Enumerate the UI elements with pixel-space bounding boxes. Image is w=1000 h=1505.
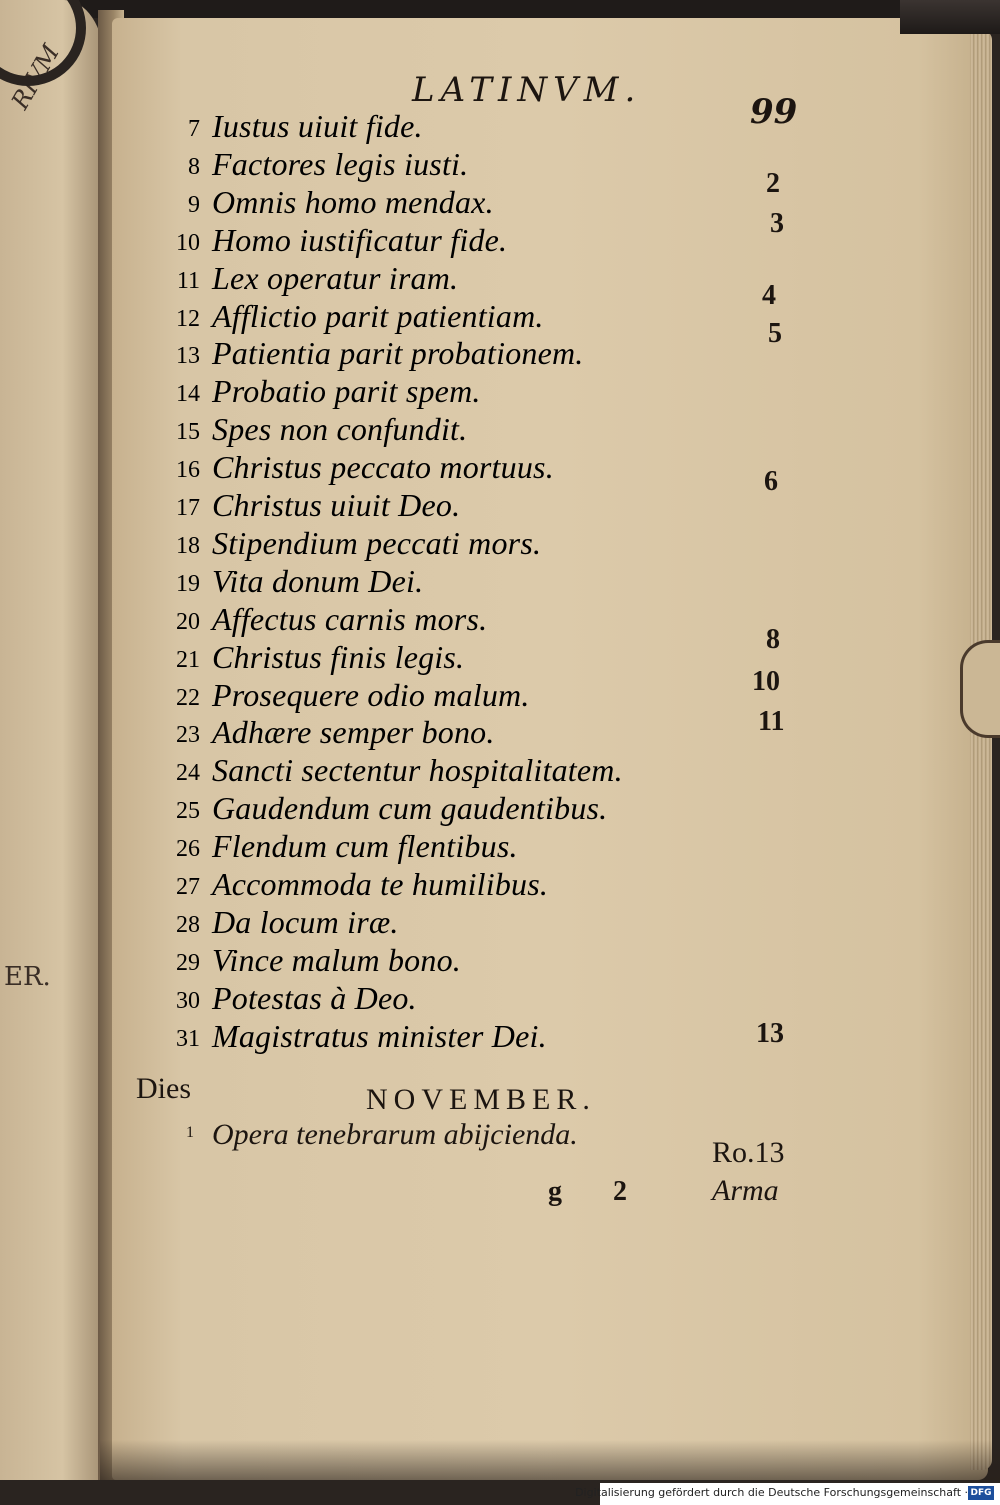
entry-text: Christus peccato mortuus. bbox=[212, 449, 554, 486]
entry-row bbox=[0, 298, 1000, 338]
entry-row bbox=[0, 373, 1000, 413]
margin-number: 11 bbox=[758, 706, 785, 737]
entry-row bbox=[0, 714, 1000, 754]
entry-number: 24 bbox=[176, 760, 200, 787]
entry-row bbox=[0, 487, 1000, 527]
entry-row bbox=[0, 752, 1000, 792]
entry-row bbox=[0, 449, 1000, 489]
margin-number: 4 bbox=[762, 280, 776, 311]
entry-number: 15 bbox=[176, 419, 200, 446]
entry-text: Vince malum bono. bbox=[212, 941, 461, 978]
margin-number: 2 bbox=[766, 168, 780, 199]
entry-text: Christus uiuit Deo. bbox=[212, 487, 461, 523]
footer-credit: Digitalisierung gefördert durch die Deutsche Forschungsgemeinschaft · bbox=[575, 1486, 968, 1499]
entry-text: Christus finis legis. bbox=[212, 638, 465, 675]
entry-text: Afflictio parit patientiam. bbox=[212, 297, 544, 334]
entry-text: Prosequere odio malum. bbox=[212, 676, 530, 713]
entry-text: Spes non confundit. bbox=[212, 411, 468, 448]
entry-number: 7 bbox=[188, 116, 200, 142]
entry-text: Patientia parit probationem. bbox=[212, 335, 584, 372]
entry-row bbox=[0, 1018, 1000, 1058]
entry-row bbox=[0, 260, 1000, 300]
entry-text: Flendum cum flentibus. bbox=[212, 828, 518, 865]
entry-number: 20 bbox=[176, 608, 200, 635]
entry-number: 26 bbox=[176, 836, 200, 863]
entry-text: Sancti sectentur hospitalitatem. bbox=[212, 752, 623, 789]
margin-number: 6 bbox=[764, 466, 778, 497]
entry-row bbox=[0, 866, 1000, 906]
entry-number: 13 bbox=[176, 343, 200, 370]
entry-row bbox=[0, 942, 1000, 982]
entry-text: Affectus carnis mors. bbox=[212, 600, 488, 637]
entry-number: 11 bbox=[176, 267, 200, 294]
entry-row bbox=[0, 904, 1000, 944]
entry-text: Iustus uiuit fide. bbox=[212, 108, 423, 144]
entry-number: 30 bbox=[176, 987, 200, 1014]
catchword: Arma bbox=[712, 1174, 779, 1207]
entry-text: Da locum iræ. bbox=[212, 903, 399, 940]
entry-text: Magistratus minister Dei. bbox=[212, 1017, 547, 1054]
entry-number: 9 bbox=[188, 191, 200, 218]
entry-row bbox=[0, 601, 1000, 641]
entry-number: 23 bbox=[176, 722, 200, 749]
entry-text: Vita donum Dei. bbox=[212, 562, 424, 599]
entry-number: 31 bbox=[176, 1025, 200, 1052]
entry-row bbox=[0, 184, 1000, 224]
entry-text: Probatio parit spem. bbox=[212, 373, 481, 410]
dfg-logo-icon: DFG bbox=[968, 1486, 994, 1500]
entry-number: 19 bbox=[176, 570, 200, 597]
entry-number: 16 bbox=[176, 457, 200, 484]
margin-number: 5 bbox=[768, 318, 782, 349]
entry-number: 17 bbox=[176, 495, 200, 521]
margin-number: 3 bbox=[770, 208, 784, 239]
entry-text: Lex operatur iram. bbox=[212, 259, 459, 296]
month-heading: NOVEMBER. bbox=[366, 1083, 596, 1116]
margin-number: 8 bbox=[766, 624, 780, 655]
entry-number: 10 bbox=[176, 229, 200, 256]
entry-number: 28 bbox=[176, 911, 200, 938]
entry-number: 29 bbox=[176, 949, 200, 976]
entry-text: Stipendium peccati mors. bbox=[212, 524, 542, 561]
entry-number: 22 bbox=[176, 684, 200, 711]
entry-number: 8 bbox=[188, 153, 200, 180]
margin-number: 13 bbox=[756, 1018, 784, 1049]
left-page-fragment-top: RIVM bbox=[6, 39, 65, 114]
entry-row bbox=[0, 525, 1000, 565]
entry-text: Homo iustificatur fide. bbox=[212, 221, 508, 258]
dies-label: Dies bbox=[136, 1072, 191, 1105]
entry-number: 12 bbox=[176, 305, 200, 332]
entry-row bbox=[0, 108, 1000, 148]
folio-number: 99 bbox=[750, 92, 798, 132]
entry-row bbox=[0, 790, 1000, 830]
entry-row bbox=[0, 222, 1000, 262]
entry-number: 21 bbox=[176, 646, 200, 673]
entry-text: Factores legis iusti. bbox=[212, 145, 469, 182]
running-head: LATINVM. bbox=[412, 70, 642, 110]
entry-text: Omnis homo mendax. bbox=[212, 183, 494, 220]
final-entry-text: Opera tenebrarum abijcienda. bbox=[212, 1118, 578, 1151]
entry-number: 25 bbox=[176, 798, 200, 825]
entry-row bbox=[0, 639, 1000, 679]
entry-row bbox=[0, 335, 1000, 375]
entry-row bbox=[0, 146, 1000, 186]
entry-row bbox=[0, 411, 1000, 451]
entry-row bbox=[0, 980, 1000, 1020]
entry-number: 27 bbox=[176, 874, 200, 900]
margin-number: 10 bbox=[752, 666, 780, 697]
entry-text: Adhære semper bono. bbox=[212, 714, 495, 751]
entry-row bbox=[0, 828, 1000, 868]
entry-number: 14 bbox=[176, 381, 200, 408]
entry-number: 18 bbox=[176, 532, 200, 559]
entry-row bbox=[0, 563, 1000, 603]
entry-text: Potestas à Deo. bbox=[212, 979, 417, 1016]
entry-row bbox=[0, 677, 1000, 717]
entry-text: Gaudendum cum gaudentibus. bbox=[212, 790, 608, 827]
final-entry-number: 1 bbox=[186, 1124, 194, 1141]
left-page-fragment-middle: ER. bbox=[4, 962, 51, 992]
signature-mark: g 2 bbox=[548, 1176, 649, 1207]
entry-text: Accommoda te humilibus. bbox=[212, 866, 549, 902]
scripture-reference: Ro.13 bbox=[712, 1136, 785, 1169]
